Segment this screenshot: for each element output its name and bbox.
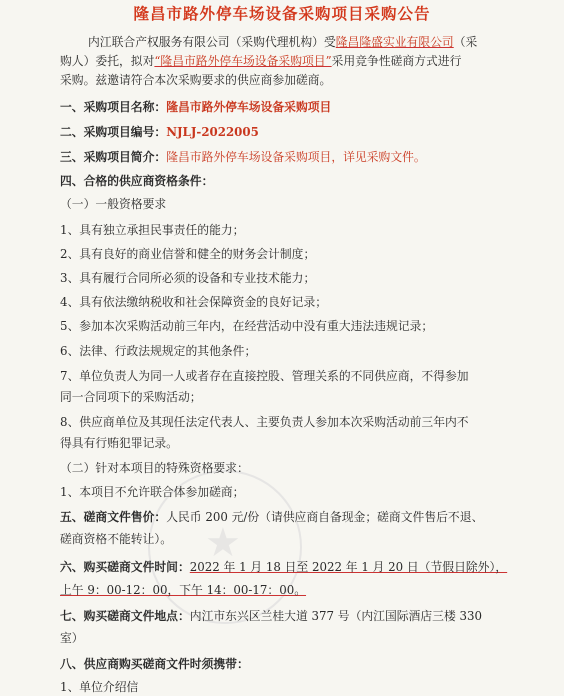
requirement-item: 6、法律、行政法规规定的其他条件； (60, 344, 257, 358)
section-4: 四、合格的供应商资格条件： (60, 174, 214, 188)
section-7 (60, 608, 482, 624)
requirement-item: 1、具有独立承担民事责任的能力； (60, 223, 245, 237)
intro-text: 采用竞争性磋商方式进行 (331, 54, 462, 68)
intro-line-2 (60, 53, 461, 69)
section-5 (60, 509, 483, 525)
section-label: 六、购买磋商文件时间： (60, 560, 190, 574)
intro-text: （采 (453, 35, 478, 49)
intro-line-3: 采购。兹邀请符合本次采购要求的供应商参加磋商。 (60, 73, 332, 87)
section-label: 二、采购项目编号： (60, 125, 167, 139)
project-summary: 隆昌市路外停车场设备采购项目，详见采购文件。 (166, 150, 426, 164)
purchase-dates: 2022 年 1 月 18 日至 2022 年 1 月 20 日（节假日除外）， (189, 560, 508, 574)
section-8-item: 1、单位介绍信 (60, 680, 139, 694)
project-number: NJLJ-2022005 (166, 125, 259, 139)
intro-text: 内江联合产权服务有限公司（采购代理机构）受 (88, 35, 336, 49)
general-requirements-heading: （一）一般资格要求 (60, 197, 167, 211)
stamp-star-icon: ★ (205, 520, 241, 566)
requirement-item-7-cont: 同一合同项下的采购活动； (60, 390, 202, 404)
section-label: 三、采购项目简介： (60, 150, 167, 164)
section-6 (60, 559, 507, 575)
purchaser-name: 隆昌隆盛实业有限公司 (335, 35, 454, 49)
section-8: 八、供应商购买磋商文件时须携带： (60, 657, 249, 671)
section-3 (60, 149, 426, 165)
section-6-cont: 上午 9：00-12：00，下午 14：00-17：00。 (60, 583, 307, 597)
requirement-item: 3、具有履行合同所必须的设备和专业技术能力； (60, 271, 316, 285)
section-2 (60, 124, 259, 140)
section-1 (60, 99, 331, 115)
requirement-item-8-cont: 得具有行贿犯罪记录。 (60, 436, 178, 450)
section-label: 五、磋商文件售价： (60, 510, 167, 524)
section-label: 七、购买磋商文件地点： (60, 609, 190, 623)
requirement-item: 5、参加本次采购活动前三年内，在经营活动中没有重大违法违规记录； (60, 319, 434, 333)
document-title: 隆昌市路外停车场设备采购项目采购公告 (133, 5, 431, 23)
section-7-cont: 室） (60, 631, 84, 645)
requirement-item: 2、具有良好的商业信誉和健全的财务会计制度； (60, 247, 316, 261)
requirement-item-7: 7、单位负责人为同一人或者存在直接控股、管理关系的不同供应商，不得参加 (60, 369, 469, 383)
section-label: 一、采购项目名称： (60, 100, 167, 114)
requirement-item: 4、具有依法缴纳税收和社会保障资金的良好记录； (60, 295, 328, 309)
intro-text: 购人）委托，拟对 (60, 54, 155, 68)
project-name: 隆昌市路外停车场设备采购项目 (166, 100, 332, 114)
document-price: 人民币 200 元/份（请供应商自备现金；磋商文件售后不退、 (166, 510, 484, 524)
special-requirements-heading: （二）针对本项目的特殊资格要求： (60, 461, 249, 475)
section-5-cont: 磋商资格不能转让）。 (60, 532, 173, 546)
intro-line-1 (88, 34, 477, 50)
requirement-item-8: 8、供应商单位及其现任法定代表人、主要负责人参加本次采购活动前三年内不 (60, 415, 469, 429)
project-name-inline: “隆昌市路外停车场设备采购项目” (154, 54, 332, 68)
special-requirement-item: 1、本项目不允许联合体参加磋商； (60, 485, 245, 499)
purchase-location: 内江市东兴区兰桂大道 377 号（内江国际酒店三楼 330 (189, 609, 483, 623)
